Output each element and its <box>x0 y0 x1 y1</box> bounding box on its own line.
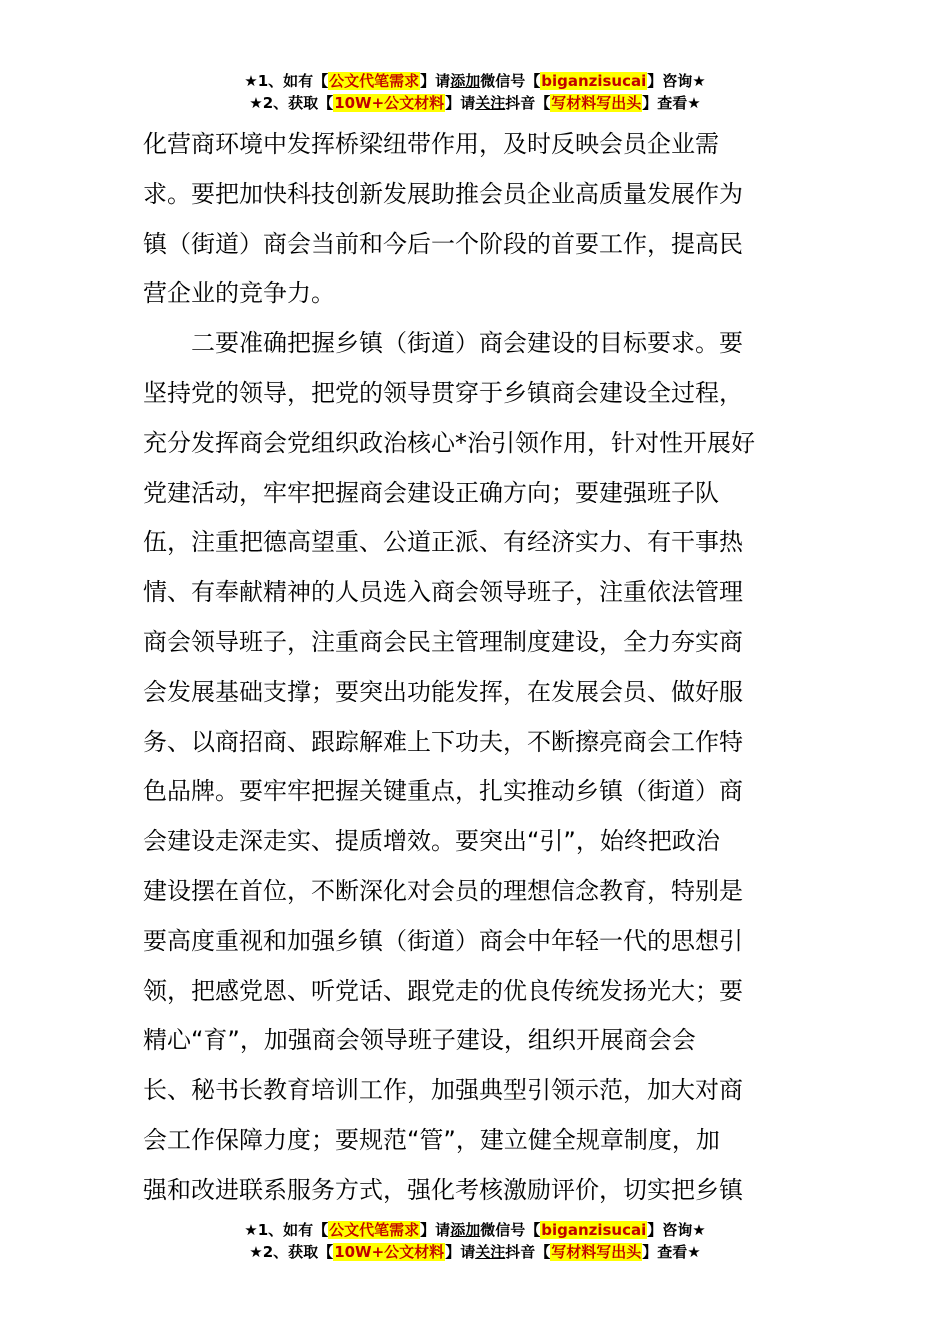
banner-highlight: 公文代笔需求 <box>329 1221 420 1239</box>
banner-highlight: 公文代笔需求 <box>329 72 420 90</box>
body-line: 会建设走深走实、提质增效。要突出“引”，始终把政治 <box>143 827 720 856</box>
banner-underlined: 关注 <box>475 94 506 112</box>
body-line: 营企业的竞争力。 <box>143 279 335 308</box>
banner-text: 】请 <box>420 1221 451 1239</box>
banner-text: 】咨询★ <box>647 1221 706 1239</box>
banner-text: ★2、获取【 <box>249 1243 334 1261</box>
body-line: 坚持党的领导，把党的领导贯穿于乡镇商会建设全过程， <box>143 378 743 407</box>
banner-line-2 <box>0 1241 950 1263</box>
banner-text: 】查看★ <box>642 1243 701 1261</box>
banner-highlight: 10W+公文材料 <box>334 94 445 112</box>
banner-underlined: 关注 <box>475 1243 506 1261</box>
body-line: 镇（街道）商会当前和今后一个阶段的首要工作，提高民 <box>143 229 743 258</box>
banner-highlight: biganzisucai <box>541 72 647 90</box>
banner-highlight: biganzisucai <box>541 1221 647 1239</box>
banner-text: 】查看★ <box>642 94 701 112</box>
body-line: 会工作保障力度；要规范“管”，建立健全规章制度，加 <box>143 1125 720 1154</box>
banner-text: 】咨询★ <box>647 72 706 90</box>
banner-highlight: 10W+公文材料 <box>334 1243 445 1261</box>
body-line: 充分发挥商会党组织政治核心*治引领作用，针对性开展好 <box>143 428 755 457</box>
body-line: 色品牌。要牢牢把握关键重点，扎实推动乡镇（街道）商 <box>143 777 743 806</box>
banner-text: 微信号【 <box>480 72 541 90</box>
body-line: 建设摆在首位，不断深化对会员的理想信念教育，特别是 <box>143 876 743 905</box>
body-line: 长、秘书长教育培训工作，加强典型引领示范，加大对商 <box>143 1076 743 1105</box>
body-line: 领，把感党恩、听党话、跟党走的优良传统发扬光大；要 <box>143 976 743 1005</box>
banner-text: 】请 <box>420 72 451 90</box>
body-line: 会发展基础支撑；要突出功能发挥，在发展会员、做好服 <box>143 677 743 706</box>
body-line: 商会领导班子，注重商会民主管理制度建设，全力夯实商 <box>143 627 743 656</box>
banner-line-1 <box>0 1219 950 1241</box>
banner-highlight: 写材料写出头 <box>551 94 642 112</box>
banner-text: ★1、如有【 <box>244 1221 329 1239</box>
banner-text: ★1、如有【 <box>244 72 329 90</box>
banner-line-2 <box>0 92 950 114</box>
body-line: 务、以商招商、跟踪解难上下功夫，不断擦亮商会工作特 <box>143 727 743 756</box>
body-line: 强和改进联系服务方式，强化考核激励评价，切实把乡镇 <box>143 1175 743 1204</box>
banner-text: 】请 <box>445 1243 476 1261</box>
body-line: 求。要把加快科技创新发展助推会员企业高质量发展作为 <box>143 179 743 208</box>
body-line: 伍，注重把德高望重、公道正派、有经济实力、有干事热 <box>143 528 743 557</box>
footer-banner <box>0 1219 950 1263</box>
body-line: 党建活动，牢牢把握商会建设正确方向；要建强班子队 <box>143 478 719 507</box>
body-line: 精心“育”，加强商会领导班子建设，组织开展商会会 <box>143 1026 696 1055</box>
banner-text: 】请 <box>445 94 476 112</box>
body-line: 要高度重视和加强乡镇（街道）商会中年轻一代的思想引 <box>143 926 743 955</box>
banner-underlined: 添加 <box>450 1221 481 1239</box>
body-line: 化营商环境中发挥桥梁纽带作用，及时反映会员企业需 <box>143 130 719 158</box>
banner-text: 微信号【 <box>480 1221 541 1239</box>
banner-text: 抖音【 <box>505 1243 551 1261</box>
banner-underlined: 添加 <box>450 72 481 90</box>
banner-text: ★2、获取【 <box>249 94 334 112</box>
banner-highlight: 写材料写出头 <box>551 1243 642 1261</box>
banner-text: 抖音【 <box>505 94 551 112</box>
banner-line-1 <box>0 70 950 92</box>
body-line: 二要准确把握乡镇（街道）商会建设的目标要求。要 <box>143 329 743 358</box>
header-banner <box>0 70 950 114</box>
document-body <box>143 120 807 1216</box>
body-line: 情、有奉献精神的人员选入商会领导班子，注重依法管理 <box>143 578 743 607</box>
